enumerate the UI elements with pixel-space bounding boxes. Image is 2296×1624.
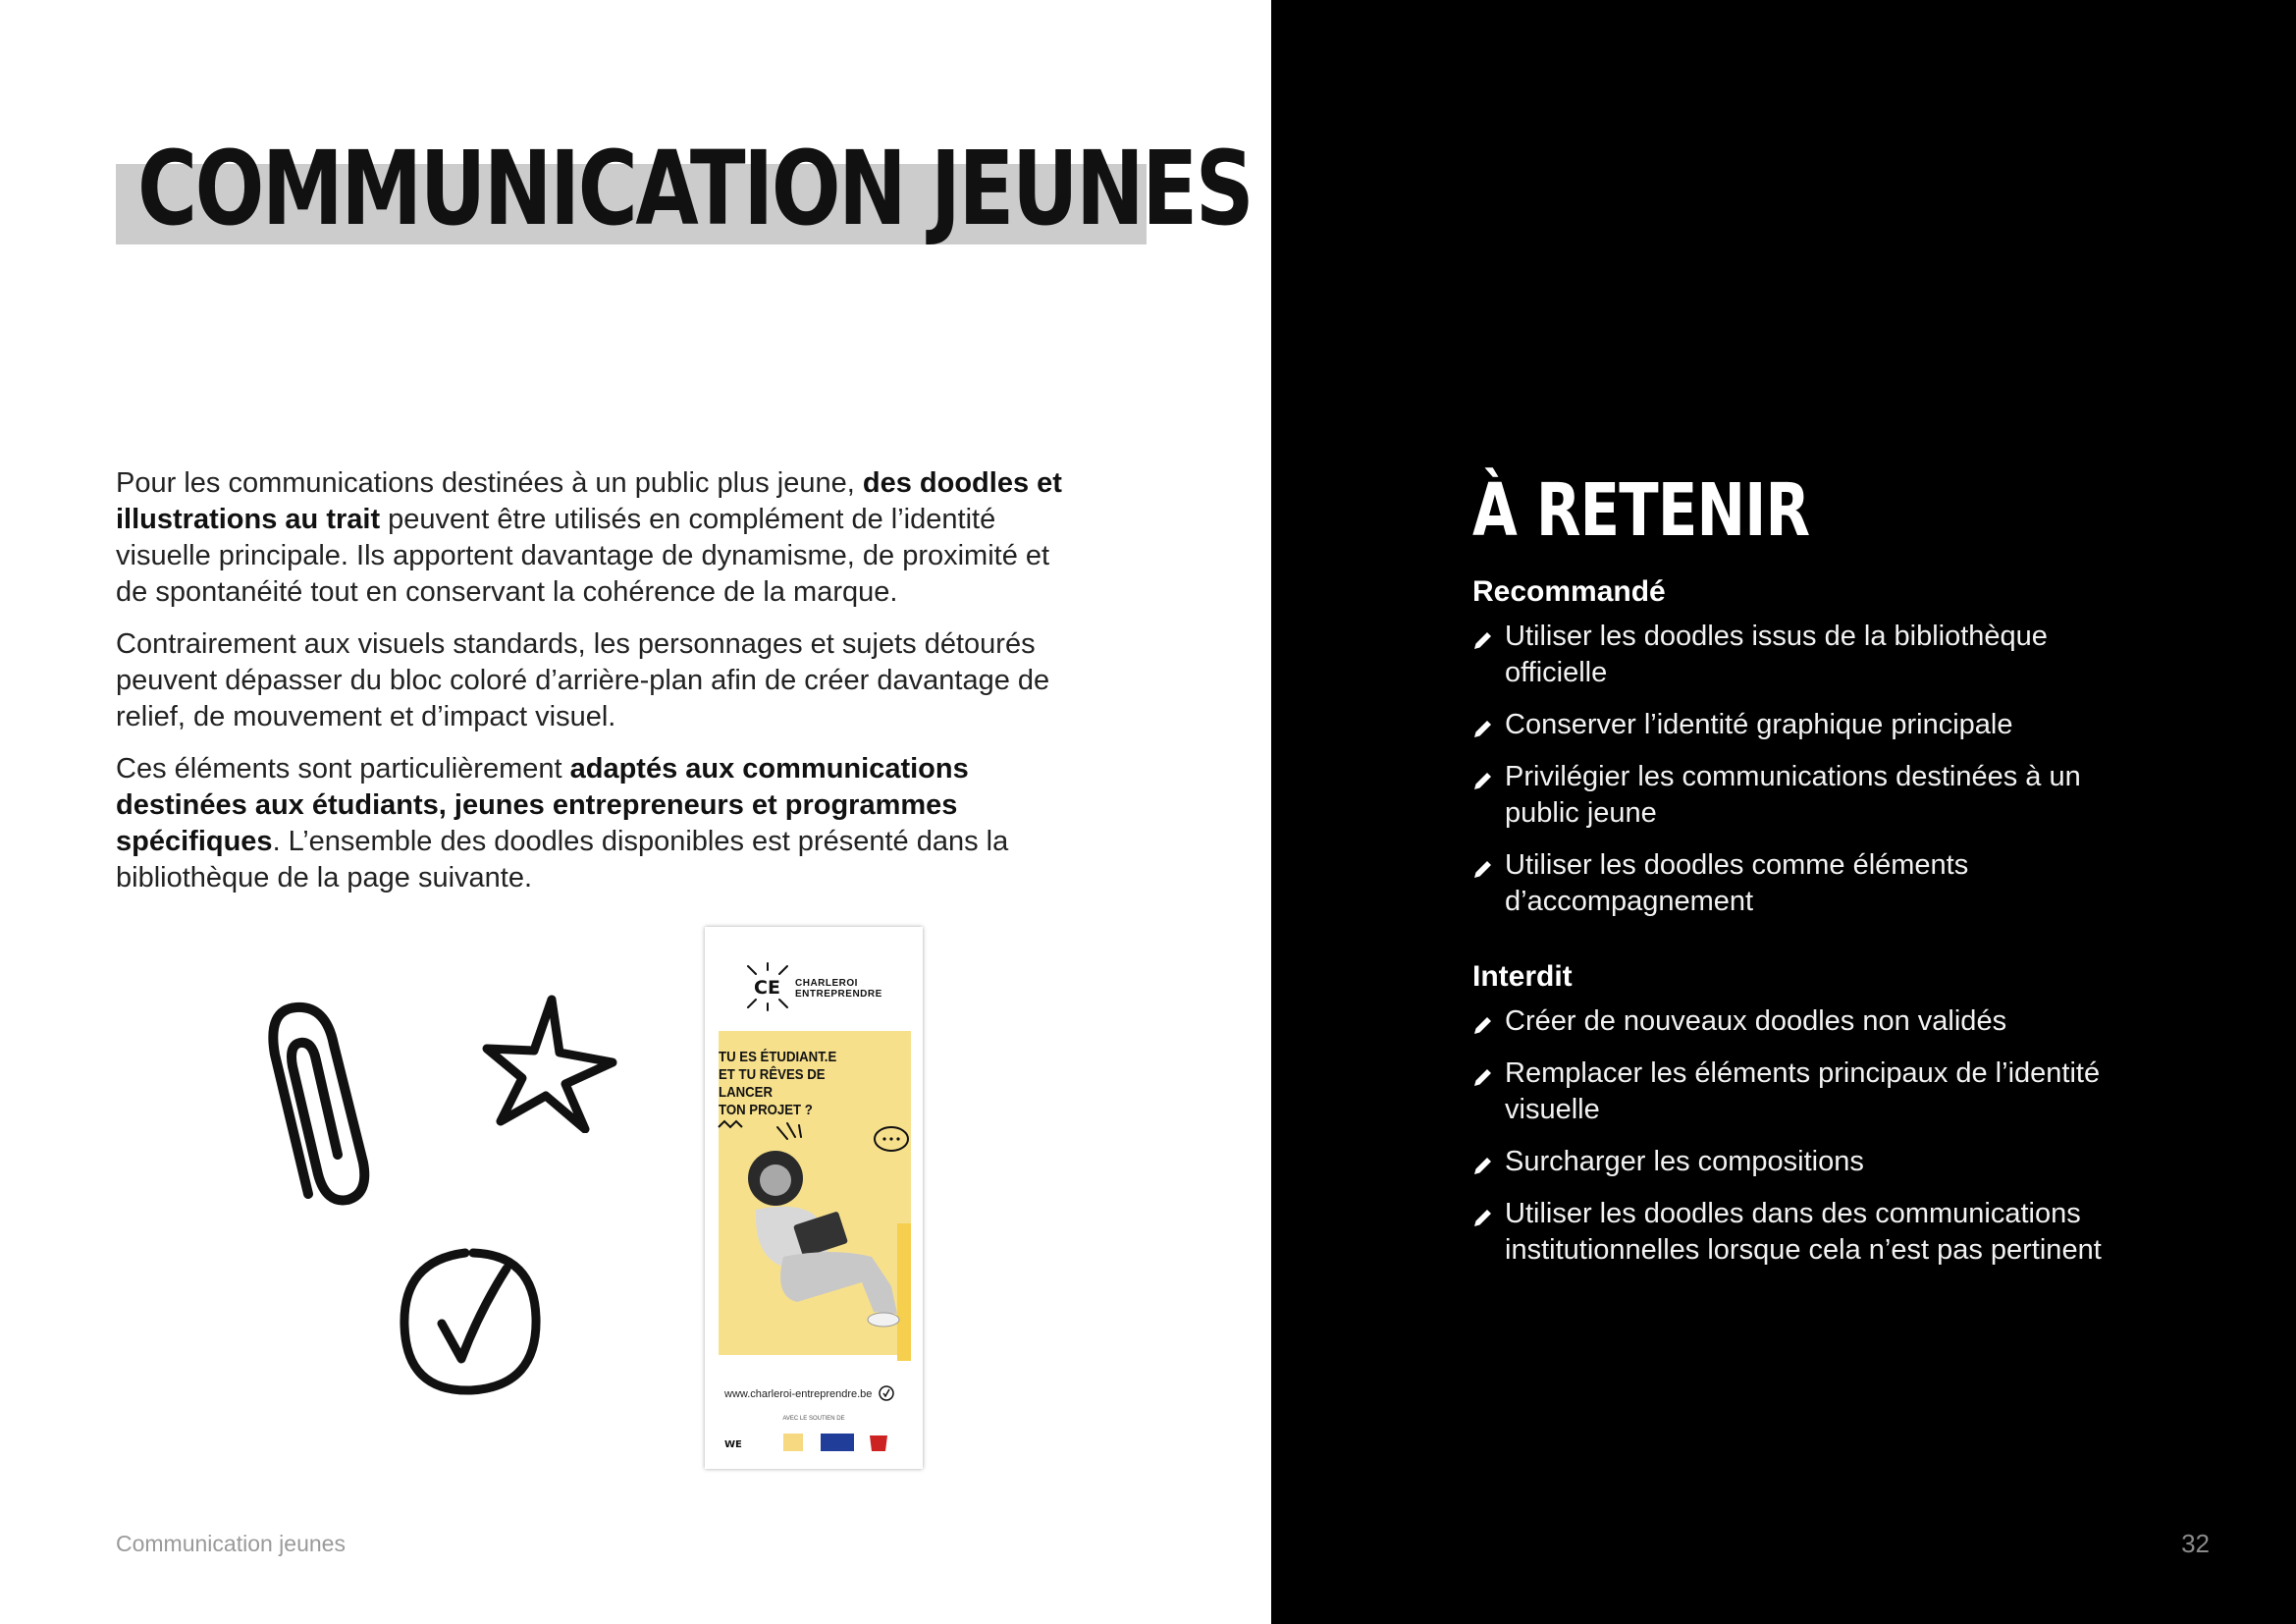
forbidden-label: Interdit [1472,960,1573,993]
intro-text [116,465,1078,912]
list-item: Surcharger les compositions [1472,1144,2140,1180]
list-item: Privilégier les communications destinées à un public jeune [1472,759,2140,832]
pencil-icon [1472,1068,1492,1088]
pencil-icon [1472,772,1492,791]
intro-paragraph-1: Pour les communications destinées à un public plus jeune, des doodles et illustrations au trait peuvent être utilisés en complément de l’identité visuelle principale. Ils apportent davantage de dynamisme, de proximité et de spontanéité tout en conservant la cohérence de la marque. [116,467,1062,608]
star-icon [481,994,618,1133]
svg-text:CE: CE [754,977,780,999]
pencil-icon [1472,1016,1492,1036]
partner-logos [722,1430,909,1455]
intro-paragraph-3: Ces éléments sont particulièrement adaptés aux communications destinées aux étudiants, jeunes entrepreneurs et programmes spécifiques. L’ensemble des doodles disponibles est présenté dans la bibliothèque de la page suivante. [116,753,1009,893]
flyer-url: www.charleroi-entreprendre.be [724,1388,873,1400]
retain-title: À RETENIR [1472,468,1810,553]
list-item: Créer de nouveaux doodles non validés [1472,1003,2140,1040]
pencil-icon [1472,631,1492,651]
forbidden-list [1472,1003,2140,1284]
list-item: Utiliser les doodles comme éléments d’accompagnement [1472,847,2140,920]
pencil-icon [1472,720,1492,739]
flyer-support-label: AVEC LE SOUTIEN DE [782,1416,845,1422]
list-item: Conserver l’identité graphique principale [1472,707,2140,743]
flyer-logo [744,962,891,1011]
ce-logo-icon [744,962,791,1011]
recommended-label: Recommandé [1472,575,1666,608]
pencil-icon [1472,1157,1492,1176]
check-circle-small-icon [878,1384,895,1402]
svg-text:WE: WE [724,1439,742,1450]
recommended-list [1472,619,2140,936]
page-title: COMMUNICATION JEUNES [137,129,1253,248]
flyer-headline: TU ES ÉTUDIANT.E ET TU RÊVES DE LANCER TON PROJET ? [719,1049,837,1118]
intro-paragraph-2: Contrairement aux visuels standards, les personnages et sujets détourés peuvent dépasser du bloc coloré d’arrière-plan afin de créer davantage de relief, de mouvement et d’impact visuel. [116,628,1050,732]
footer-section-label: Communication jeunes [116,1531,346,1556]
list-item: Utiliser les doodles issus de la bibliothèque officielle [1472,619,2140,691]
paperclip-icon [257,998,380,1210]
check-circle-icon [397,1243,544,1400]
retain-panel [1271,0,2296,1624]
flyer-preview [705,927,923,1469]
student-with-laptop-photo [715,1119,923,1335]
list-item: Remplacer les éléments principaux de l’identité visuelle [1472,1056,2140,1128]
page-number: 32 [2181,1529,2210,1558]
pencil-icon [1472,1209,1492,1228]
list-item: Utiliser les doodles dans des communications institutionnelles lorsque cela n’est pas pertinent [1472,1196,2140,1269]
pencil-icon [1472,860,1492,880]
flyer-logo-text: CHARLEROI ENTREPRENDRE [795,978,882,1000]
